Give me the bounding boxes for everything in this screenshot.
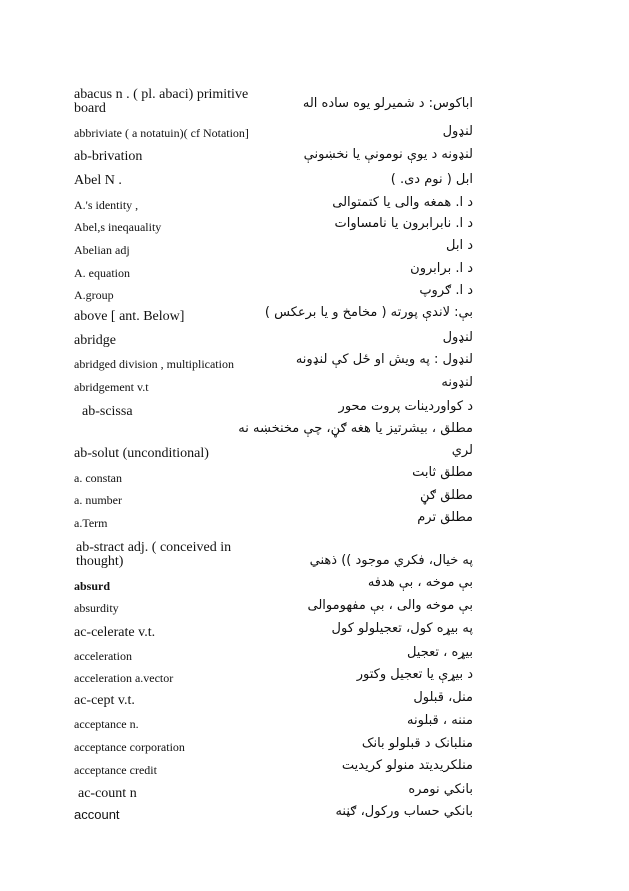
pashto-definition: لنډول [442, 124, 473, 139]
english-term: abacus n . ( pl. abaci) primitive board [74, 87, 249, 116]
pashto-definition: په بیړه کول، تعجیلولو کول [331, 621, 473, 636]
pashto-definition: مطلق ، بیشرتیز یا هغه ګڼ، چې مخنخښه نه [238, 421, 473, 436]
english-term: absurdity [74, 601, 119, 615]
english-term: abbriviate ( a notatuin)( cf Notation] [74, 126, 249, 140]
english-term: account [74, 807, 120, 822]
english-term: acceleration [74, 649, 132, 663]
english-term: A.'s identity , [74, 198, 139, 212]
english-term: absurd [74, 579, 111, 593]
english-term: ab-solut (unconditional) [74, 446, 209, 461]
pashto-definition: ابل ( نوم دی. ) [390, 172, 473, 187]
pashto-definition: بانکي حساب ورکول، ګڼنه [335, 804, 473, 819]
english-term: a.Term [74, 516, 108, 530]
english-term: a. number [74, 493, 122, 507]
pashto-definition: مطلق ثابت [412, 465, 473, 480]
english-term: abridged division , multiplication [74, 357, 234, 371]
pashto-definition: مننه ، قبلونه [407, 713, 473, 728]
english-term: abridge [74, 333, 116, 348]
english-term: acceleration a.vector [74, 671, 174, 685]
pashto-definition: مطلق ترم [417, 510, 473, 525]
pashto-definition: لنډونه د يوې نومونې يا نخښونې [303, 147, 473, 162]
english-term: A.group [74, 288, 114, 302]
pashto-definition: بانکي نومره [408, 782, 473, 797]
english-term: Abel N . [74, 173, 122, 188]
english-term: Abelian adj [74, 243, 130, 257]
pashto-definition: منل، قبلول [413, 690, 473, 705]
pashto-definition: بیړه ، تعجیل [406, 645, 473, 660]
pashto-definition: د ا. ګروپ [419, 283, 473, 298]
english-term: acceptance credit [74, 763, 157, 777]
pashto-definition: د ا. برابرون [410, 261, 473, 276]
pashto-definition: د ا. نابرابرون يا نامساوات [334, 216, 473, 231]
pashto-definition: د کواوردينات پروت محور [338, 399, 473, 414]
pashto-definition: بې موخه ، بې هدفه [367, 575, 473, 590]
english-term: ab-stract adj. ( conceived in thought) [76, 540, 232, 569]
english-term: ab-scissa [82, 404, 133, 419]
pashto-definition: لنډول [442, 330, 473, 345]
pashto-definition: لري [451, 443, 473, 458]
pashto-definition: لنډونه [441, 375, 473, 390]
pashto-definition: منلبانک د قبلولو بانک [361, 736, 473, 751]
english-term: a. constan [74, 471, 122, 485]
pashto-definition: لنډول : په ويش او ځل کې لنډونه [295, 352, 473, 367]
pashto-definition: په خیال، فکري موجود )) ذهني [309, 553, 473, 568]
pashto-definition: مطلق ګڼ [420, 488, 473, 503]
english-term: ac-count n [78, 786, 137, 801]
pashto-definition: منلکریدیتد منولو کریدیت [341, 758, 473, 773]
english-term: ac-celerate v.t. [74, 625, 156, 640]
english-term: above [ ant. Below] [74, 309, 185, 324]
pashto-definition: اباکوس: د شمیرلو یوه ساده اله [302, 96, 473, 111]
pashto-definition: د ا. همغه والی یا کتمتوالی [332, 195, 473, 210]
english-term: A. equation [74, 266, 130, 280]
pashto-definition: بې: لاندې پورته ( مخامخ و يا برعکس ) [264, 305, 473, 320]
english-term: acceptance corporation [74, 740, 185, 754]
pashto-definition: بې موخه والی ، بې مفهوموالی [307, 598, 473, 613]
english-term: ab-brivation [74, 149, 143, 164]
english-term: acceptance n. [74, 717, 139, 731]
pashto-definition: د ابل [446, 238, 473, 253]
english-term: ac-cept v.t. [74, 693, 135, 708]
english-term: abridgement v.t [74, 380, 149, 394]
english-term: Abel,s ineqauality [74, 220, 162, 234]
pashto-definition: د بیړې یا تعجیل وکتور [356, 667, 473, 682]
